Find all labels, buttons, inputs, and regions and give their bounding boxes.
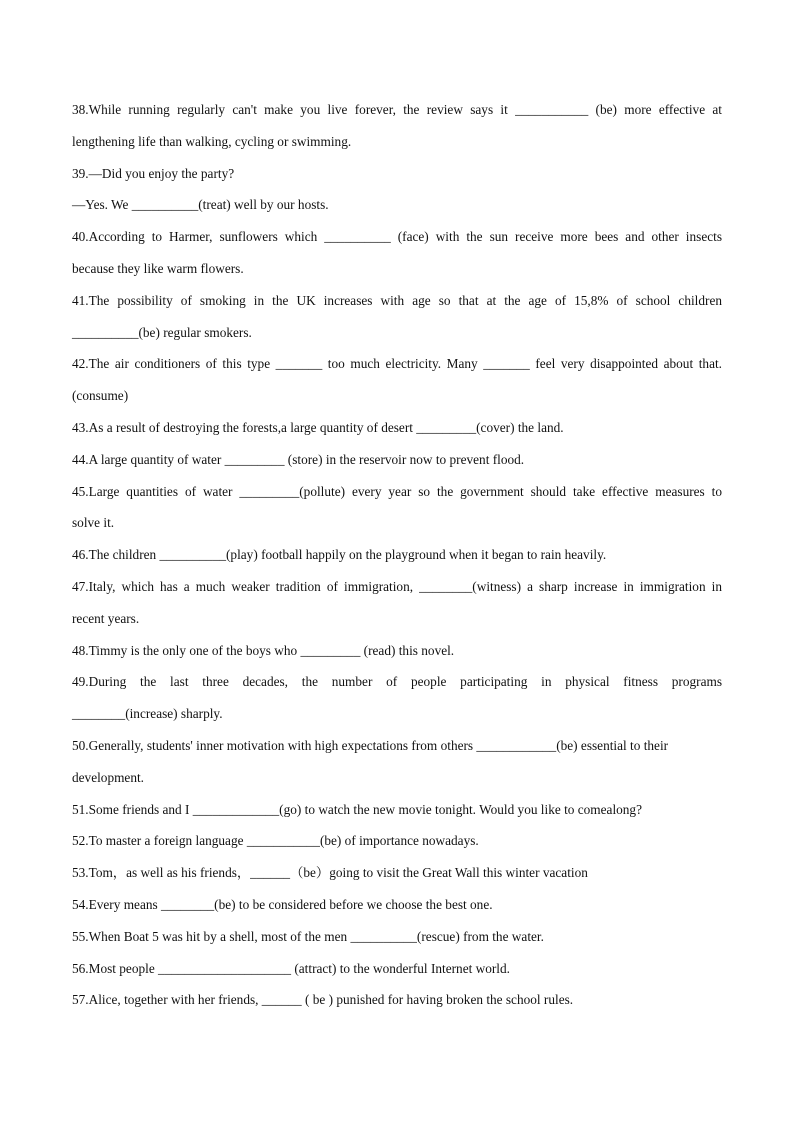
question-54: 54.Every means ________(be) to be considered before we choose the best one. (72, 896, 493, 912)
question-50-line-2: development. (72, 769, 145, 785)
question-53: 53.Tom，as well as his friends，______（be）going to visit the Great Wall this winter vacation (72, 865, 588, 881)
question-51: 51.Some friends and I _____________(go) to watch the new movie tonight. Would you like to comealong? (72, 801, 642, 817)
question-41-line-2: __________(be) regular smokers. (72, 324, 252, 340)
question-45-line-1: 45.Large quantities of water _________(pollute) every year so the government should take effective measures to (72, 483, 722, 499)
question-49-line-2: ________(increase) sharply. (72, 706, 223, 722)
question-40-line-1: 40.According to Harmer, sunflowers which __________ (face) with the sun receive more bees and other insects (72, 229, 722, 245)
question-39-line-2: —Yes. We __________(treat) well by our hosts. (72, 197, 329, 213)
question-38-line-1: 38.While running regularly can't make you live forever, the review says it ___________ (be) more effective at (72, 102, 722, 117)
question-40-line-2: because they like warm flowers. (72, 260, 244, 276)
question-47-line-2: recent years. (72, 610, 140, 626)
question-38-line-2: lengthening life than walking, cycling or swimming. (72, 133, 352, 149)
exercise-page (72, 94, 722, 1016)
question-52: 52.To master a foreign language ___________(be) of importance nowadays. (72, 833, 479, 849)
question-57: 57.Alice, together with her friends, ______ ( be ) punished for having broken the school rules. (72, 992, 574, 1008)
question-41-line-1: 41.The possibility of smoking in the UK increases with age so that at the age of 15,8% of school children (72, 292, 722, 308)
question-42-line-1: 42.The air conditioners of this type _______ too much electricity. Many _______ feel very disappointed about that. (72, 356, 722, 372)
question-43: 43.As a result of destroying the forests,a large quantity of desert _________(cover) the land. (72, 419, 564, 435)
question-55: 55.When Boat 5 was hit by a shell, most of the men __________(rescue) from the water. (72, 928, 544, 944)
question-42-line-2: (consume) (72, 388, 129, 404)
question-44: 44.A large quantity of water _________ (store) in the reservoir now to prevent flood. (72, 451, 525, 467)
question-50-line-1: 50.Generally, students' inner motivation with high expectations from others ____________(be) essential to their (72, 737, 669, 753)
question-49-line-1: 49.During the last three decades, the number of people participating in physical fitness programs (72, 674, 722, 690)
question-47-line-1: 47.Italy, which has a much weaker tradition of immigration, ________(witness) a sharp increase in immigration in (72, 578, 722, 594)
question-39-line-1: 39.—Did you enjoy the party? (72, 165, 235, 181)
question-48: 48.Timmy is the only one of the boys who _________ (read) this novel. (72, 642, 455, 658)
question-45-line-2: solve it. (72, 515, 115, 531)
question-46: 46.The children __________(play) football happily on the playground when it began to rain heavily. (72, 547, 607, 563)
question-56: 56.Most people ____________________ (attract) to the wonderful Internet world. (72, 960, 510, 976)
